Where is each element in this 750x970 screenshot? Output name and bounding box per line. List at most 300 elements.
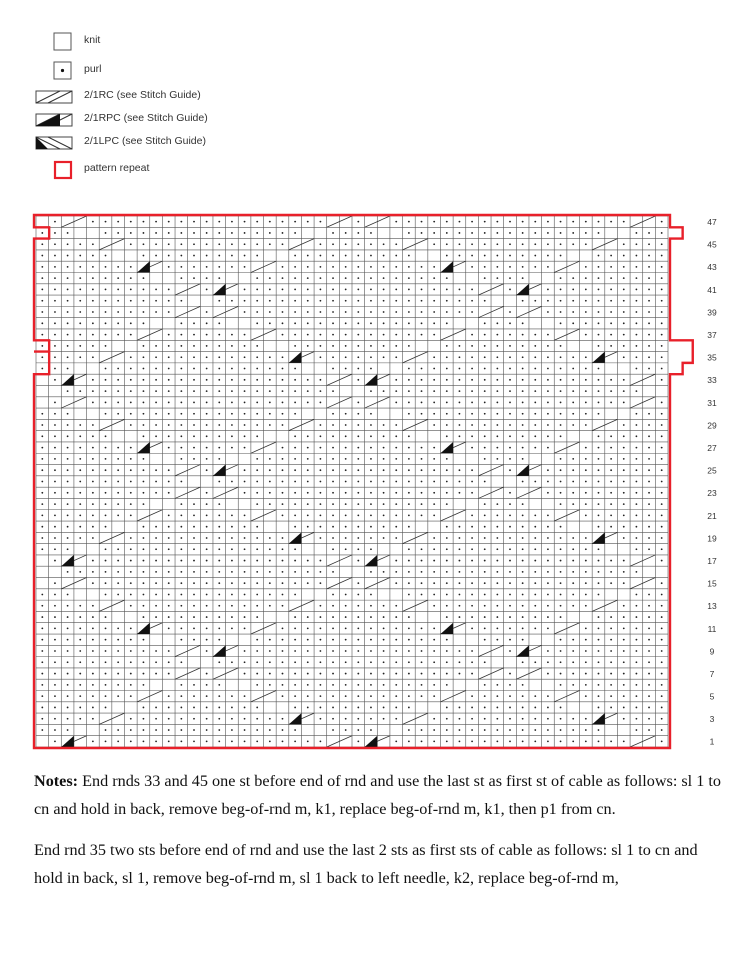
purl-dot bbox=[534, 368, 536, 370]
purl-dot bbox=[370, 627, 372, 629]
purl-dot bbox=[244, 481, 246, 483]
purl-dot bbox=[332, 481, 334, 483]
purl-dot bbox=[636, 594, 638, 596]
purl-dot bbox=[193, 605, 195, 607]
purl-dot bbox=[320, 289, 322, 291]
purl-dot bbox=[256, 289, 258, 291]
purl-dot bbox=[92, 740, 94, 742]
purl-dot bbox=[307, 481, 309, 483]
purl-dot bbox=[421, 311, 423, 313]
purl-dot bbox=[41, 266, 43, 268]
purl-dot bbox=[231, 424, 233, 426]
purl-dot bbox=[471, 661, 473, 663]
purl-dot bbox=[269, 413, 271, 415]
purl-dot bbox=[585, 673, 587, 675]
purl-dot bbox=[459, 469, 461, 471]
purl-dot bbox=[547, 266, 549, 268]
purl-dot bbox=[370, 300, 372, 302]
purl-dot bbox=[547, 605, 549, 607]
purl-dot bbox=[598, 469, 600, 471]
purl-dot bbox=[143, 300, 145, 302]
purl-dot bbox=[193, 718, 195, 720]
purl-dot bbox=[92, 514, 94, 516]
purl-dot bbox=[244, 627, 246, 629]
purl-dot bbox=[307, 616, 309, 618]
purl-dot bbox=[459, 413, 461, 415]
purl-dot bbox=[446, 379, 448, 381]
purl-dot bbox=[218, 447, 220, 449]
purl-dot bbox=[307, 379, 309, 381]
purl-dot bbox=[256, 322, 258, 324]
purl-dot bbox=[307, 582, 309, 584]
purl-dot bbox=[256, 243, 258, 245]
purl-dot bbox=[332, 232, 334, 234]
purl-dot bbox=[345, 232, 347, 234]
purl-dot bbox=[180, 571, 182, 573]
purl-dot bbox=[471, 571, 473, 573]
purl-dot bbox=[357, 594, 359, 596]
purl-dot bbox=[383, 707, 385, 709]
purl-dot bbox=[421, 740, 423, 742]
purl-dot bbox=[168, 311, 170, 313]
purl-dot bbox=[547, 740, 549, 742]
purl-dot bbox=[459, 311, 461, 313]
purl-dot bbox=[383, 684, 385, 686]
purl-dot bbox=[522, 277, 524, 279]
purl-dot bbox=[623, 661, 625, 663]
purl-dot bbox=[320, 503, 322, 505]
purl-dot bbox=[408, 661, 410, 663]
purl-dot bbox=[623, 560, 625, 562]
purl-dot bbox=[193, 571, 195, 573]
purl-dot bbox=[256, 379, 258, 381]
purl-dot bbox=[218, 571, 220, 573]
purl-dot bbox=[522, 627, 524, 629]
purl-dot bbox=[307, 560, 309, 562]
purl-dot bbox=[218, 458, 220, 460]
purl-dot bbox=[471, 469, 473, 471]
purl-dot bbox=[560, 413, 562, 415]
purl-dot bbox=[547, 627, 549, 629]
purl-dot bbox=[67, 594, 69, 596]
purl-dot bbox=[79, 458, 81, 460]
purl-dot bbox=[598, 311, 600, 313]
purl-dot bbox=[54, 243, 56, 245]
purl-dot bbox=[585, 311, 587, 313]
purl-dot bbox=[610, 650, 612, 652]
purl-dot bbox=[496, 514, 498, 516]
purl-dot bbox=[332, 322, 334, 324]
purl-dot bbox=[522, 639, 524, 641]
purl-dot bbox=[294, 334, 296, 336]
purl-dot bbox=[168, 492, 170, 494]
purl-dot bbox=[332, 673, 334, 675]
purl-dot bbox=[648, 627, 650, 629]
purl-dot bbox=[155, 481, 157, 483]
row-number-label: 9 bbox=[709, 646, 715, 657]
purl-dot bbox=[143, 560, 145, 562]
purl-dot bbox=[370, 289, 372, 291]
purl-dot bbox=[143, 424, 145, 426]
purl-dot bbox=[92, 707, 94, 709]
purl-dot bbox=[294, 514, 296, 516]
purl-dot bbox=[155, 560, 157, 562]
purl-dot bbox=[143, 232, 145, 234]
purl-dot bbox=[294, 447, 296, 449]
purl-dot bbox=[320, 695, 322, 697]
purl-dot bbox=[408, 447, 410, 449]
purl-dot bbox=[92, 582, 94, 584]
purl-dot bbox=[598, 661, 600, 663]
purl-dot bbox=[41, 356, 43, 358]
purl-dot bbox=[332, 277, 334, 279]
purl-dot bbox=[560, 424, 562, 426]
purl-dot bbox=[231, 707, 233, 709]
purl-dot bbox=[408, 277, 410, 279]
purl-dot bbox=[320, 740, 322, 742]
purl-dot bbox=[168, 289, 170, 291]
purl-dot bbox=[471, 300, 473, 302]
purl-dot bbox=[67, 424, 69, 426]
purl-dot bbox=[206, 447, 208, 449]
purl-dot bbox=[623, 277, 625, 279]
purl-dot bbox=[383, 571, 385, 573]
purl-dot bbox=[648, 289, 650, 291]
purl-dot bbox=[623, 492, 625, 494]
purl-dot bbox=[79, 390, 81, 392]
purl-dot bbox=[92, 277, 94, 279]
purl-dot bbox=[459, 255, 461, 257]
purl-dot bbox=[143, 740, 145, 742]
row-number-label: 27 bbox=[707, 442, 717, 453]
purl-dot bbox=[282, 424, 284, 426]
purl-dot bbox=[130, 311, 132, 313]
purl-dot bbox=[522, 458, 524, 460]
purl-dot bbox=[522, 740, 524, 742]
purl-dot bbox=[168, 548, 170, 550]
purl-dot bbox=[408, 368, 410, 370]
purl-dot bbox=[610, 469, 612, 471]
purl-dot bbox=[395, 605, 397, 607]
purl-dot bbox=[282, 514, 284, 516]
purl-dot bbox=[471, 356, 473, 358]
purl-dot bbox=[231, 718, 233, 720]
purl-dot bbox=[105, 673, 107, 675]
purl-dot bbox=[282, 469, 284, 471]
purl-dot bbox=[560, 322, 562, 324]
purl-dot bbox=[332, 255, 334, 257]
purl-dot bbox=[534, 514, 536, 516]
purl-dot bbox=[484, 707, 486, 709]
purl-dot bbox=[332, 729, 334, 731]
purl-dot bbox=[623, 469, 625, 471]
purl-dot bbox=[661, 627, 663, 629]
purl-dot bbox=[522, 684, 524, 686]
purl-dot bbox=[218, 639, 220, 641]
purl-dot bbox=[547, 311, 549, 313]
purl-dot bbox=[231, 402, 233, 404]
purl-dot bbox=[79, 616, 81, 618]
purl-dot bbox=[560, 673, 562, 675]
purl-dot bbox=[206, 424, 208, 426]
purl-dot bbox=[168, 729, 170, 731]
purl-dot bbox=[547, 424, 549, 426]
purl-dot bbox=[560, 707, 562, 709]
purl-dot bbox=[383, 424, 385, 426]
purl-dot bbox=[623, 345, 625, 347]
purl-dot bbox=[92, 311, 94, 313]
purl-dot bbox=[206, 740, 208, 742]
purl-dot bbox=[648, 503, 650, 505]
purl-dot bbox=[41, 458, 43, 460]
purl-dot bbox=[256, 402, 258, 404]
purl-dot bbox=[572, 402, 574, 404]
purl-dot bbox=[547, 221, 549, 223]
purl-dot bbox=[547, 356, 549, 358]
purl-dot bbox=[105, 232, 107, 234]
purl-dot bbox=[231, 729, 233, 731]
purl-dot bbox=[509, 255, 511, 257]
purl-dot bbox=[471, 413, 473, 415]
purl-dot bbox=[433, 627, 435, 629]
purl-dot bbox=[282, 605, 284, 607]
purl-dot bbox=[661, 300, 663, 302]
purl-dot bbox=[307, 639, 309, 641]
purl-dot bbox=[218, 243, 220, 245]
purl-dot bbox=[636, 289, 638, 291]
purl-dot bbox=[345, 243, 347, 245]
purl-dot bbox=[484, 277, 486, 279]
purl-dot bbox=[408, 289, 410, 291]
purl-dot bbox=[395, 673, 397, 675]
purl-dot bbox=[79, 255, 81, 257]
purl-dot bbox=[206, 334, 208, 336]
purl-dot bbox=[130, 232, 132, 234]
purl-dot bbox=[648, 345, 650, 347]
purl-dot bbox=[370, 650, 372, 652]
purl-dot bbox=[206, 469, 208, 471]
purl-dot bbox=[244, 537, 246, 539]
purl-dot bbox=[54, 707, 56, 709]
purl-dot bbox=[509, 221, 511, 223]
purl-dot bbox=[357, 289, 359, 291]
purl-dot bbox=[105, 435, 107, 437]
purl-dot bbox=[345, 413, 347, 415]
purl-dot bbox=[130, 447, 132, 449]
purl-dot bbox=[623, 243, 625, 245]
purl-dot bbox=[345, 255, 347, 257]
purl-dot bbox=[408, 673, 410, 675]
purl-dot bbox=[244, 594, 246, 596]
purl-dot bbox=[218, 300, 220, 302]
purl-dot bbox=[484, 661, 486, 663]
legend-label-2-1rc: 2/1RC (see Stitch Guide) bbox=[84, 89, 201, 101]
purl-dot bbox=[307, 402, 309, 404]
purl-dot bbox=[143, 345, 145, 347]
purl-dot bbox=[598, 582, 600, 584]
purl-dot bbox=[79, 707, 81, 709]
purl-dot bbox=[623, 503, 625, 505]
purl-dot bbox=[623, 458, 625, 460]
purl-dot bbox=[357, 368, 359, 370]
purl-dot bbox=[307, 311, 309, 313]
row-number-label: 1 bbox=[709, 736, 715, 747]
purl-dot bbox=[79, 639, 81, 641]
row-number-label: 3 bbox=[709, 714, 715, 725]
purl-dot bbox=[598, 695, 600, 697]
purl-dot bbox=[193, 740, 195, 742]
purl-dot bbox=[446, 277, 448, 279]
purl-dot bbox=[408, 322, 410, 324]
purl-dot bbox=[79, 356, 81, 358]
purl-dot bbox=[79, 266, 81, 268]
purl-dot bbox=[231, 481, 233, 483]
purl-dot bbox=[332, 627, 334, 629]
purl-dot bbox=[218, 322, 220, 324]
purl-dot bbox=[484, 526, 486, 528]
purl-dot bbox=[67, 673, 69, 675]
purl-dot bbox=[54, 526, 56, 528]
purl-dot bbox=[117, 560, 119, 562]
purl-dot bbox=[623, 650, 625, 652]
purl-dot bbox=[636, 695, 638, 697]
purl-dot bbox=[294, 627, 296, 629]
notes-section bbox=[34, 768, 724, 906]
purl-dot bbox=[610, 300, 612, 302]
purl-dot bbox=[572, 368, 574, 370]
purl-dot bbox=[105, 616, 107, 618]
purl-dot bbox=[522, 266, 524, 268]
purl-dot bbox=[648, 673, 650, 675]
purl-dot bbox=[54, 300, 56, 302]
purl-dot bbox=[206, 289, 208, 291]
purl-dot bbox=[648, 481, 650, 483]
purl-dot bbox=[117, 469, 119, 471]
purl-dot bbox=[408, 627, 410, 629]
purl-dot bbox=[636, 368, 638, 370]
purl-dot bbox=[471, 729, 473, 731]
purl-dot bbox=[332, 605, 334, 607]
purl-dot bbox=[534, 300, 536, 302]
purl-dot bbox=[269, 594, 271, 596]
purl-dot bbox=[155, 402, 157, 404]
purl-dot bbox=[332, 424, 334, 426]
purl-dot bbox=[648, 300, 650, 302]
purl-dot bbox=[357, 481, 359, 483]
purl-dot bbox=[143, 458, 145, 460]
purl-dot bbox=[585, 605, 587, 607]
purl-dot bbox=[357, 469, 359, 471]
purl-dot bbox=[383, 435, 385, 437]
purl-dot bbox=[585, 243, 587, 245]
purl-dot bbox=[636, 435, 638, 437]
purl-dot bbox=[294, 740, 296, 742]
purl-dot bbox=[54, 740, 56, 742]
purl-dot bbox=[598, 458, 600, 460]
purl-dot bbox=[509, 650, 511, 652]
purl-dot bbox=[206, 243, 208, 245]
purl-dot bbox=[256, 424, 258, 426]
purl-dot bbox=[421, 729, 423, 731]
purl-dot bbox=[522, 345, 524, 347]
purl-dot bbox=[307, 447, 309, 449]
purl-dot bbox=[395, 571, 397, 573]
legend-row-2-1lpc bbox=[34, 133, 334, 153]
purl-dot bbox=[92, 718, 94, 720]
purl-dot bbox=[218, 255, 220, 257]
purl-dot bbox=[320, 402, 322, 404]
purl-dot bbox=[370, 514, 372, 516]
purl-dot bbox=[560, 311, 562, 313]
purl-dot bbox=[560, 605, 562, 607]
purl-dot bbox=[193, 503, 195, 505]
purl-dot bbox=[345, 322, 347, 324]
purl-dot bbox=[67, 232, 69, 234]
purl-dot bbox=[130, 503, 132, 505]
purl-dot bbox=[67, 526, 69, 528]
purl-dot bbox=[117, 571, 119, 573]
purl-dot bbox=[446, 368, 448, 370]
purl-dot bbox=[105, 729, 107, 731]
purl-dot bbox=[345, 661, 347, 663]
purl-dot bbox=[79, 334, 81, 336]
purl-dot bbox=[155, 232, 157, 234]
purl-dot bbox=[496, 447, 498, 449]
purl-dot bbox=[534, 537, 536, 539]
purl-dot bbox=[320, 582, 322, 584]
purl-dot bbox=[67, 266, 69, 268]
purl-dot bbox=[332, 707, 334, 709]
purl-dot bbox=[370, 390, 372, 392]
purl-dot bbox=[547, 243, 549, 245]
purl-dot bbox=[180, 447, 182, 449]
purl-dot bbox=[294, 729, 296, 731]
purl-dot bbox=[143, 582, 145, 584]
purl-dot bbox=[130, 266, 132, 268]
purl-dot bbox=[320, 435, 322, 437]
purl-dot bbox=[547, 729, 549, 731]
purl-dot bbox=[433, 379, 435, 381]
purl-dot bbox=[547, 514, 549, 516]
purl-dot bbox=[610, 514, 612, 516]
purl-dot bbox=[193, 639, 195, 641]
purl-dot bbox=[534, 729, 536, 731]
purl-dot bbox=[244, 368, 246, 370]
purl-dot bbox=[143, 639, 145, 641]
purl-dot bbox=[105, 469, 107, 471]
purl-dot bbox=[67, 311, 69, 313]
purl-dot bbox=[168, 571, 170, 573]
purl-dot bbox=[522, 322, 524, 324]
purl-dot bbox=[623, 718, 625, 720]
purl-dot bbox=[357, 221, 359, 223]
purl-dot bbox=[206, 266, 208, 268]
purl-dot bbox=[92, 266, 94, 268]
notes-paragraph-2: End rnd 35 two sts before end of rnd and use the last 2 sts as first sts of cable as follows: sl 1 to cn and hold in back, sl 1, remove beg-of-rnd m, sl 1 back to left needle, k2, replace beg-of-rnd m, bbox=[34, 841, 698, 887]
purl-dot bbox=[282, 661, 284, 663]
purl-dot bbox=[193, 435, 195, 437]
purl-dot bbox=[130, 695, 132, 697]
purl-dot bbox=[269, 537, 271, 539]
purl-dot bbox=[370, 594, 372, 596]
purl-dot bbox=[282, 582, 284, 584]
purl-dot bbox=[484, 514, 486, 516]
purl-dot bbox=[180, 424, 182, 426]
purl-dot bbox=[560, 560, 562, 562]
purl-dot bbox=[168, 695, 170, 697]
purl-dot bbox=[282, 740, 284, 742]
purl-dot bbox=[92, 605, 94, 607]
